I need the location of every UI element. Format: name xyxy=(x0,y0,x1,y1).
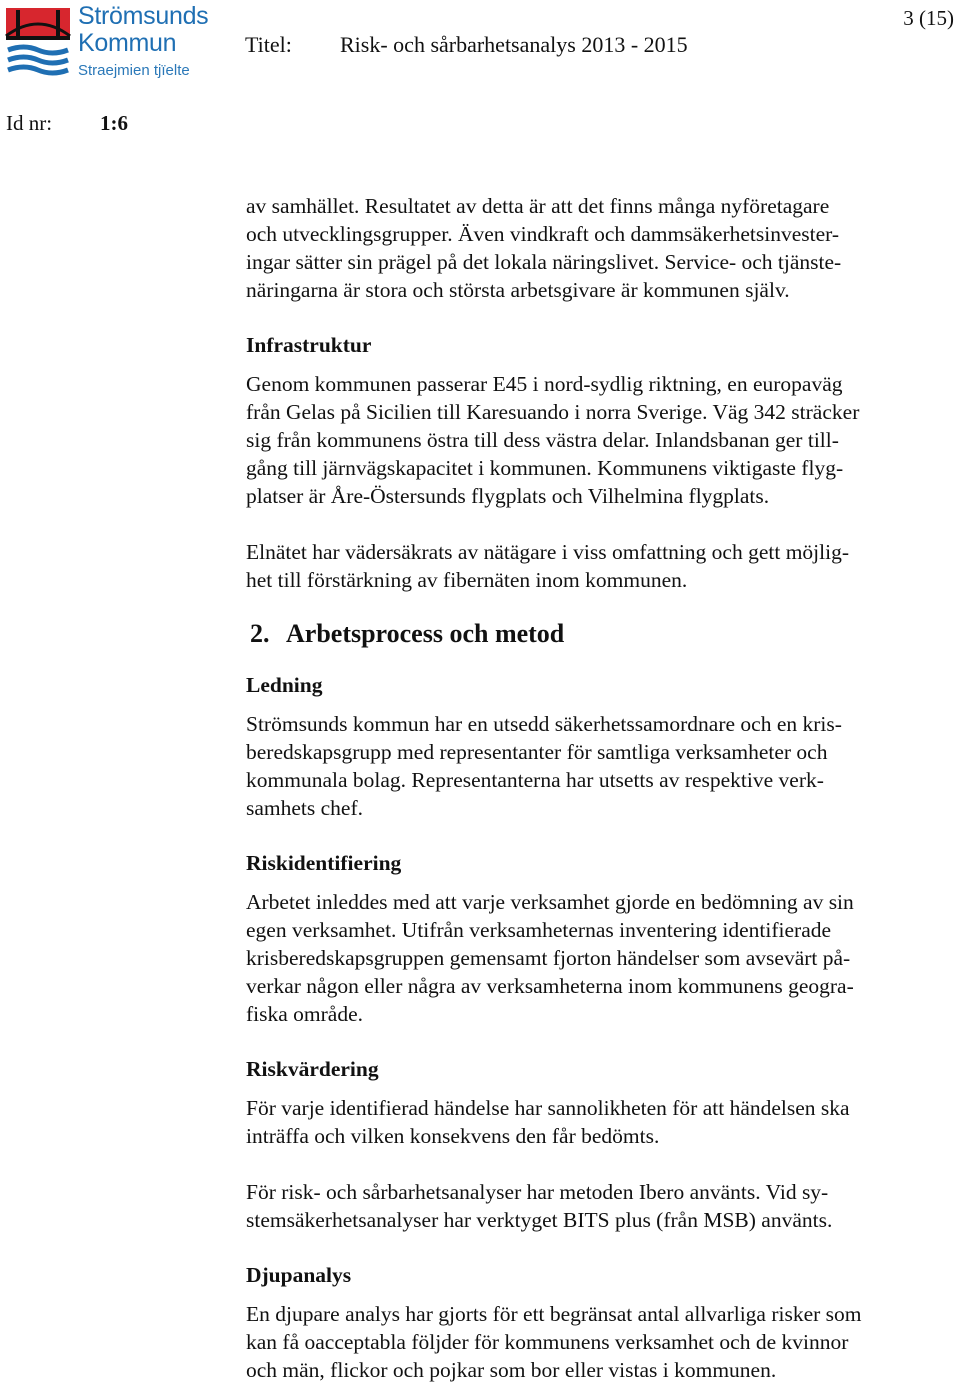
text-line: kan få oacceptabla följder för kommunens verksamhet och de kvinnor xyxy=(246,1330,849,1354)
municipality-logo xyxy=(4,2,209,84)
text-line: Arbetet inleddes med att varje verksamhet gjorde en bedömning av sin xyxy=(246,890,854,914)
text-line: het till förstärkning av fibernäten inom kommunen. xyxy=(246,568,688,592)
ledning-paragraph xyxy=(246,710,956,822)
section-heading xyxy=(246,617,956,651)
text-line: verkar någon eller några av verksamheterna inom kommunens geogra- xyxy=(246,974,854,998)
heading-infrastruktur: Infrastruktur xyxy=(246,333,372,357)
text-line: fiska område. xyxy=(246,1002,364,1026)
heading-ledning: Ledning xyxy=(246,673,323,697)
infrastructure-paragraph xyxy=(246,370,956,510)
section-number: 2. xyxy=(250,619,270,648)
heading-riskvardering: Riskvärdering xyxy=(246,1057,379,1081)
logo-name-line2: Kommun xyxy=(78,29,177,57)
text-line: av samhället. Resultatet av detta är att det finns många nyföretagare xyxy=(246,194,830,218)
text-line: gång till järnvägskapacitet i kommunen. Kommunens viktigaste flyg- xyxy=(246,456,844,480)
logo-sami-name: Straejmien tjïelte xyxy=(78,62,190,79)
text-line: sig från kommunens östra till dess västra delar. Inlandsbanan ger till- xyxy=(246,428,839,452)
text-line: krisberedskapsgruppen gemensamt fjorton händelser som avsevärt på- xyxy=(246,946,851,970)
document-title: Risk- och sårbarhetsanalys 2013 - 2015 xyxy=(340,32,688,57)
text-line: En djupare analys har gjorts för ett begränsat antal allvarliga risker som xyxy=(246,1302,862,1326)
text-line: inträffa och vilken konsekvens den får bedömts. xyxy=(246,1124,660,1148)
text-line: Elnätet har vädersäkrats av nätägare i viss omfattning och gett möjlig- xyxy=(246,540,849,564)
riskvardering-paragraph xyxy=(246,1094,956,1150)
title-label: Titel: xyxy=(245,32,292,57)
text-line: och män, flickor och pojkar som bor eller vistas i kommunen. xyxy=(246,1358,777,1382)
bridge-logo-icon xyxy=(4,2,72,82)
heading-riskidentifiering: Riskidentifiering xyxy=(246,851,402,875)
text-line: samhets chef. xyxy=(246,796,364,820)
text-line: stemsäkerhetsanalyser har verktyget BITS plus (från MSB) använts. xyxy=(246,1208,833,1232)
intro-paragraph xyxy=(246,192,956,304)
logo-name-line1: Strömsunds xyxy=(78,2,209,30)
text-line: näringarna är stora och största arbetsgivare är kommunen själv. xyxy=(246,278,790,302)
text-line: egen verksamhet. Utifrån verksamheternas inventering identifierade xyxy=(246,918,832,942)
text-line: och utvecklingsgrupper. Även vindkraft och dammsäkerhetsinvester- xyxy=(246,222,840,246)
text-line: beredskapsgrupp med representanter för samtliga verksamheter och xyxy=(246,740,828,764)
id-number: 1:6 xyxy=(100,111,128,135)
text-line: kommunala bolag. Representanterna har utsetts av respektive verk- xyxy=(246,768,824,792)
power-grid-paragraph xyxy=(246,538,956,594)
text-line: ingar sätter sin prägel på det lokala näringslivet. Service- och tjänste- xyxy=(246,250,842,274)
id-label: Id nr: xyxy=(6,111,53,135)
text-line: från Gelas på Sicilien till Karesuando i norra Sverige. Väg 342 sträcker xyxy=(246,400,860,424)
text-line: För varje identifierad händelse har sannolikheten för att händelsen ska xyxy=(246,1096,850,1120)
method-paragraph xyxy=(246,1178,956,1234)
heading-djupanalys: Djupanalys xyxy=(246,1263,352,1287)
text-line: platser är Åre-Östersunds flygplats och Vilhelmina flygplats. xyxy=(246,484,770,508)
document-body xyxy=(246,192,956,1384)
text-line: För risk- och sårbarhetsanalyser har metoden Ibero använts. Vid sy- xyxy=(246,1180,829,1204)
text-line: Strömsunds kommun har en utsedd säkerhetssamordnare och en kris- xyxy=(246,712,842,736)
djupanalys-paragraph xyxy=(246,1300,956,1384)
section-title: Arbetsprocess och metod xyxy=(286,619,565,648)
riskidentifiering-paragraph xyxy=(246,888,956,1028)
text-line: Genom kommunen passerar E45 i nord-sydlig riktning, en europaväg xyxy=(246,372,843,396)
page-number: 3 (15) xyxy=(903,6,954,30)
